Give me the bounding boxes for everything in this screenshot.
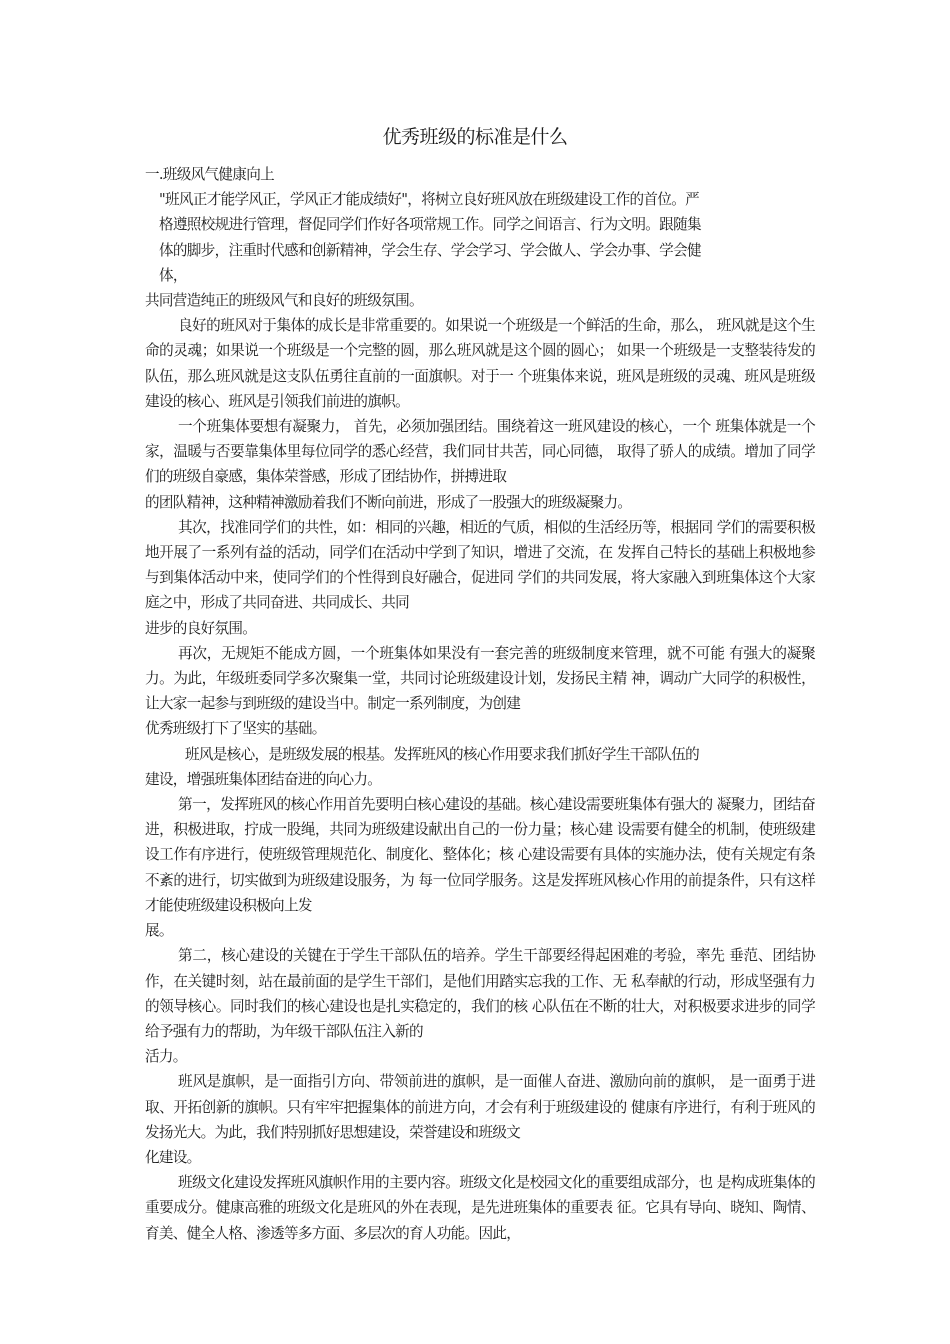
paragraph xyxy=(145,943,815,1044)
paragraph-tail: 展。 xyxy=(145,922,173,940)
paragraph-text: "班风正才能学风正，学风正才能成绩好"，将树立良好班风放在班级建设工作的首位。严格遵照校规进行管理，督促同学们作好各项常规工作。同学之间语言、行为文明。跟随集体的脚步，注重时代感和创新精神，学会生存、学会学习、学会做人、学会办事、学会健体， xyxy=(159,191,701,284)
paragraph xyxy=(145,515,815,616)
paragraph-text: 第二，核心建设的关键在于学生干部队伍的培养。学生干部要经得起困难的考验，率先 垂范、团结协作，在关键时刻，站在最前面的是学生干部们，是他们用踏实忘我的工作、无 私奉献的行动，形成坚强有力的领导核心。同时我们的核心建设也是扎实稳定的，我们的核 心队伍在不断的壮大，对积极要求进步的同学给予强有力的帮助，为年级干部队伍注入新的 xyxy=(145,947,815,1040)
paragraph-tail: 建设，增强班集体团结奋进的向心力。 xyxy=(145,770,382,788)
paragraph xyxy=(145,414,815,490)
section-heading: 一.班级风气健康向上 xyxy=(145,166,274,183)
paragraph-tail: 进步的良好氛围。 xyxy=(145,619,257,637)
paragraph-tail: 的团队精神，这种精神激励着我们不断向前进，形成了一股强大的班级凝聚力。 xyxy=(145,493,632,511)
paragraph xyxy=(145,313,815,414)
paragraph-tail: 共同营造纯正的班级风气和良好的班级氛围。 xyxy=(145,292,423,310)
paragraph-text: 一个班集体要想有凝聚力， 首先，必须加强团结。围绕着这一班风建设的核心，一个 班集体就是一个家，温暖与否要靠集体里每位同学的悉心经营，我们同甘共苦，同心同德， 取得了骄人的成绩。增加了同学们的班级自豪感，集体荣誉感，形成了团结协作，拼搏进取 xyxy=(145,418,815,486)
paragraph-text: 班风是核心，是班级发展的根基。发挥班风的核心作用要求我们抓好学生干部队伍的 xyxy=(185,745,700,763)
paragraph-text: 班风是旗帜，是一面指引方向、带领前进的旗帜，是一面催人奋进、激励向前的旗帜， 是一面勇于进取、开拓创新的旗帜。只有牢牢把握集体的前进方向，才会有利于班级建设的 健康有序进行，有利于班风的发扬光大。为此，我们特别抓好思想建设，荣誉建设和班级文 xyxy=(145,1073,815,1141)
paragraph-tail: 优秀班级打下了坚实的基础。 xyxy=(145,720,326,738)
paragraph-text: 班级文化建设发挥班风旗帜作用的主要内容。班级文化是校园文化的重要组成部分，也 是构成班集体的重要成分。健康高雅的班级文化是班风的外在表现，是先进班集体的重要表 征。它具有导向、晓知、陶情、育美、健全人格、渗透等多方面、多层次的育人功能。因此， xyxy=(145,1174,815,1242)
paragraph-text: 其次，找准同学们的共性，如：相同的兴趣，相近的气质，相似的生活经历等，根据同 学们的需要积极地开展了一系列有益的活动，同学们在活动中学到了知识，增进了交流，在 发挥自己特长的基础上积极地参与到集体活动中来，使同学们的个性得到良好融合，促进同 学们的共同发展，将大家融入到班集体这个大家庭之中，形成了共同奋进、共同成长、共同 xyxy=(145,518,815,612)
paragraph-text: 再次，无规矩不能成方圆，一个班集体如果没有一套完善的班级制度来管理，就不可能 有强大的凝聚力。为此，年级班委同学多次聚集一堂，共同讨论班级建设计划，发扬民主精 神，调动广大同学的积极性，让大家一起参与到班级的建设当中。制定一系列制度，为创建 xyxy=(145,644,815,713)
paragraph xyxy=(145,641,815,717)
paragraph xyxy=(145,742,705,767)
document-title: 优秀班级的标准是什么 xyxy=(382,126,568,148)
paragraph-tail: 活力。 xyxy=(145,1048,187,1066)
document-body xyxy=(145,162,815,1246)
paragraph xyxy=(145,1069,815,1145)
paragraph xyxy=(145,1170,815,1246)
paragraph-tail: 化建设。 xyxy=(145,1148,201,1166)
paragraph-text: 第一，发挥班风的核心作用首先要明白核心建设的基础。核心建设需要班集体有强大的 凝聚力，团结奋进，积极进取，拧成一股绳，共同为班级建设献出自己的一份力量；核心建 设需要有健全的机制，使班级建设工作有序进行，使班级管理规范化、制度化、整体化；核 心建设需要有具体的实施办法，使有关规定有条不紊的进行，切实做到为班级建设服务，为 每一位同学服务。这是发挥班风核心作用的前提条件，只有这样才能使班级建设积极向上发 xyxy=(145,796,815,914)
paragraph xyxy=(145,792,815,918)
paragraph-intro xyxy=(145,187,704,288)
paragraph-text: 良好的班风对于集体的成长是非常重要的。如果说一个班级是一个鲜活的生命，那么， 班风就是这个生命的灵魂；如果说一个班级是一个完整的圆，那么班风就是这个圆的圆心； 如果一个班级是一支整装待发的队伍，那么班风就是这支队伍勇往直前的一面旗帜。对于一 个班集体来说，班风是班级的灵魂、班风是班级建设的核心、班风是引领我们前进的旗帜。 xyxy=(145,317,815,410)
